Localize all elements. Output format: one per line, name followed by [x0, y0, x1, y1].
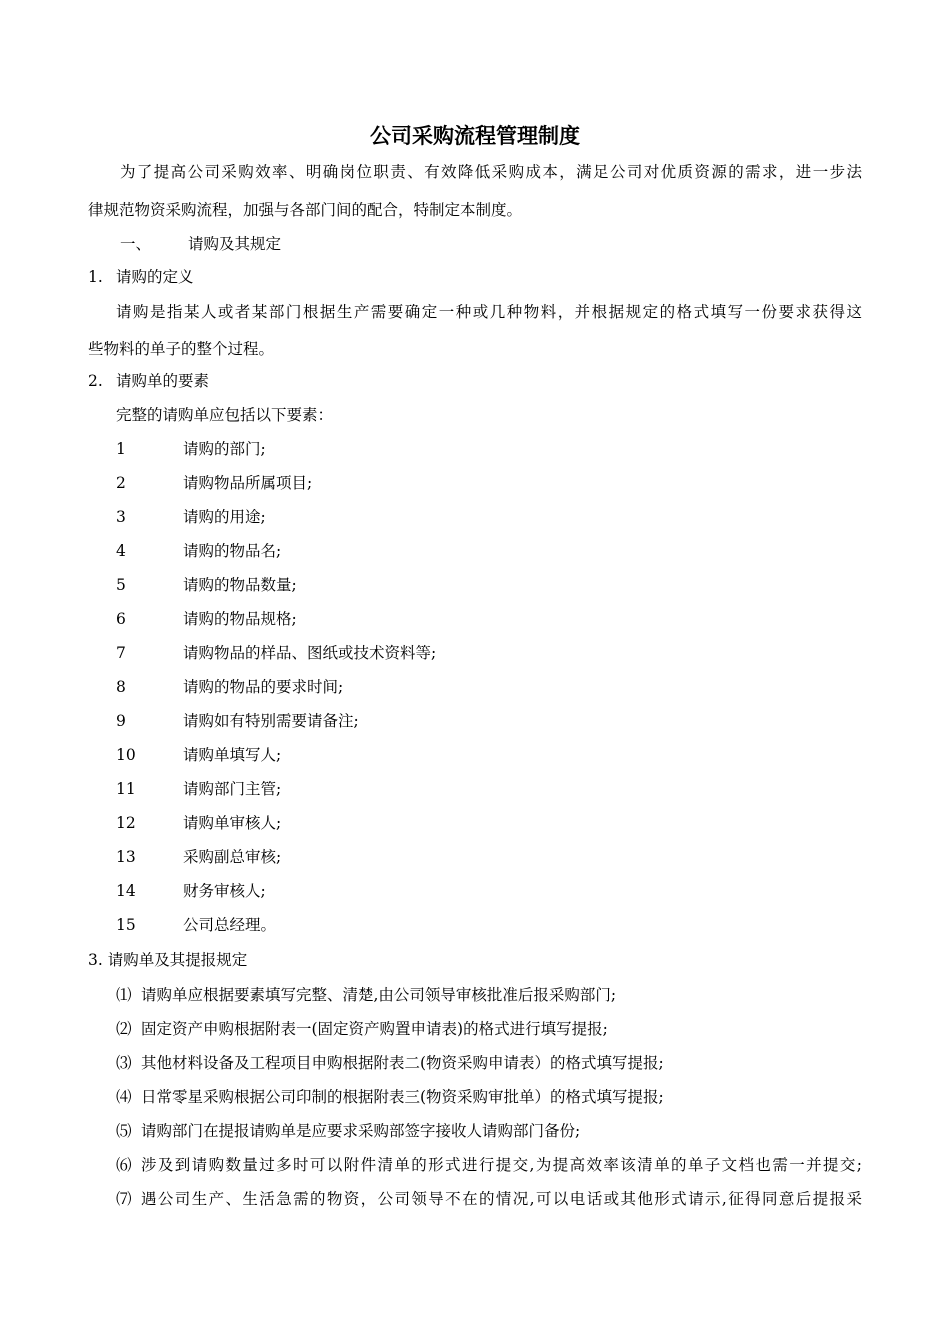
rule-number: ⑷	[116, 1088, 132, 1106]
item-1-body-line-2: 些物料的单子的整个过程。	[88, 340, 275, 358]
rule-number: ⑸	[116, 1122, 132, 1140]
rule-number: ⑵	[116, 1020, 132, 1038]
rule-text: 请购部门在提报请购单是应要求采购部签字接收人请购部门备份;	[141, 1122, 581, 1140]
element-number: 13	[116, 848, 136, 866]
element-number: 15	[116, 916, 136, 934]
item-2-heading: 请购单的要素	[116, 372, 210, 390]
rule-number: ⑶	[116, 1054, 132, 1072]
element-text: 请购的物品名;	[183, 542, 282, 560]
element-text: 请购物品的样品、图纸或技术资料等;	[183, 644, 437, 662]
item-2-number: 2.	[88, 372, 103, 390]
element-text: 请购的物品规格;	[183, 610, 297, 628]
rule-text: 涉及到请购数量过多时可以附件清单的形式进行提交,为提高效率该清单的单子文档也需一并提交;	[141, 1156, 862, 1174]
rule-text: 固定资产申购根据附表一(固定资产购置申请表)的格式进行填写提报;	[141, 1020, 608, 1038]
rule-text: 其他材料设备及工程项目申购根据附表二(物资采购申请表）的格式填写提报;	[141, 1054, 664, 1072]
element-text: 请购单填写人;	[183, 746, 282, 764]
item-2-lead: 完整的请购单应包括以下要素：	[116, 406, 334, 424]
element-number: 5	[116, 576, 126, 594]
element-text: 请购部门主管;	[183, 780, 282, 798]
element-number: 4	[116, 542, 126, 560]
element-number: 12	[116, 814, 136, 832]
item-1-heading: 请购的定义	[116, 268, 194, 286]
element-number: 6	[116, 610, 126, 628]
rule-number: ⑹	[116, 1156, 132, 1174]
element-number: 9	[116, 712, 126, 730]
item-1-number: 1.	[88, 268, 103, 286]
intro-line-1: 为了提高公司采购效率、明确岗位职责、有效降低采购成本，满足公司对优质资源的需求，进一步法	[120, 163, 862, 181]
element-text: 请购的物品数量;	[183, 576, 297, 594]
rule-text: 请购单应根据要素填写完整、清楚,由公司领导审核批准后报采购部门;	[141, 986, 617, 1004]
rule-text: 日常零星采购根据公司印制的根据附表三(物资采购审批单）的格式填写提报;	[141, 1088, 664, 1106]
section-1-number: 一、	[120, 235, 152, 253]
element-text: 请购的用途;	[183, 508, 266, 526]
element-text: 财务审核人;	[183, 882, 266, 900]
element-text: 公司总经理。	[183, 916, 277, 934]
element-number: 8	[116, 678, 126, 696]
element-text: 请购的部门;	[183, 440, 266, 458]
intro-line-2: 律规范物资采购流程，加强与各部门间的配合，特制定本制度。	[88, 201, 523, 219]
element-number: 3	[116, 508, 126, 526]
element-number: 7	[116, 644, 126, 662]
document-title: 公司采购流程管理制度	[370, 124, 580, 148]
element-text: 请购的物品的要求时间;	[183, 678, 344, 696]
element-text: 采购副总审核;	[183, 848, 282, 866]
element-text: 请购物品所属项目;	[183, 474, 313, 492]
rule-number: ⑺	[116, 1190, 132, 1208]
item-1-body-line-1: 请购是指某人或者某部门根据生产需要确定一种或几种物料，并根据规定的格式填写一份要求获得这	[116, 303, 862, 321]
element-number: 11	[116, 780, 136, 798]
rule-number: ⑴	[116, 986, 132, 1004]
element-number: 14	[116, 882, 136, 900]
element-text: 请购单审核人;	[183, 814, 282, 832]
element-number: 1	[116, 440, 126, 458]
rule-text: 遇公司生产、生活急需的物资，公司领导不在的情况,可以电话或其他形式请示,征得同意后提报采	[141, 1190, 862, 1208]
section-1-heading: 请购及其规定	[188, 235, 282, 253]
element-number: 2	[116, 474, 126, 492]
element-number: 10	[116, 746, 136, 764]
item-3-heading: 3. 请购单及其提报规定	[88, 951, 248, 969]
element-text: 请购如有特别需要请备注;	[183, 712, 359, 730]
